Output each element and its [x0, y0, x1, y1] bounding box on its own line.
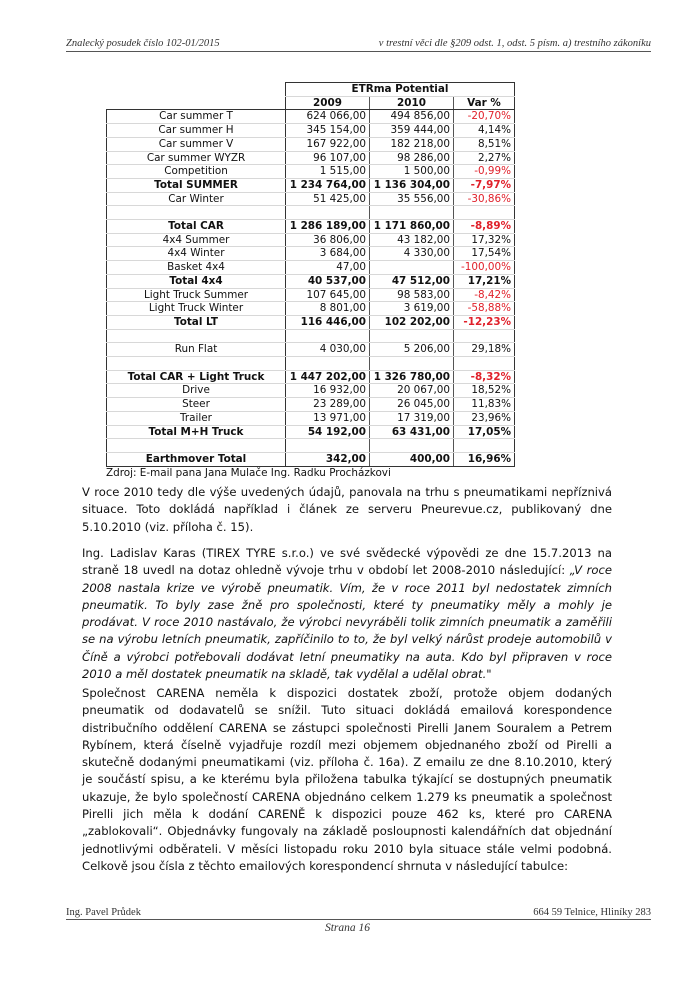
table-column-header-row: [107, 96, 515, 110]
table-row: [107, 137, 515, 151]
value-var: -0,99%: [454, 165, 515, 179]
page-header: [66, 38, 651, 52]
value-2010: 43 182,00: [370, 233, 454, 247]
table-row: [107, 384, 515, 398]
row-label: 4x4 Winter: [107, 247, 286, 261]
value-2010: 182 218,00: [370, 137, 454, 151]
row-label: Total LT: [107, 315, 286, 329]
value-2010: 494 856,00: [370, 110, 454, 124]
value-var: 29,18%: [454, 343, 515, 357]
table-row: [107, 233, 515, 247]
table-group-header-row: [107, 83, 515, 97]
value-var: 4,14%: [454, 124, 515, 138]
table-source: Zdroj: E-mail pana Jana Mulače Ing. Radku Procházkovi: [106, 466, 391, 479]
value-2010: 1 326 780,00: [370, 370, 454, 384]
table-row: [107, 110, 515, 124]
paragraph-1-text: V roce 2010 tedy dle výše uvedených údajů, panovala na trhu s pneumatikami nepříznivá situace. Toto dokládá například i článek ze serveru Pneurevue.cz, publikovaný dne 5.10.2010 (viz. příloha č. 15).: [82, 485, 612, 534]
col-header-2010: 2010: [370, 96, 454, 110]
value-2009: 51 425,00: [286, 192, 370, 206]
value-2010: [370, 206, 454, 220]
value-2010: 359 444,00: [370, 124, 454, 138]
value-var: [454, 329, 515, 343]
value-2009: 1 286 189,00: [286, 220, 370, 234]
value-var: -8,42%: [454, 288, 515, 302]
value-2009: 345 154,00: [286, 124, 370, 138]
value-2010: 35 556,00: [370, 192, 454, 206]
value-2010: 1 171 860,00: [370, 220, 454, 234]
value-2009: [286, 439, 370, 453]
value-var: 17,05%: [454, 425, 515, 439]
value-2009: 167 922,00: [286, 137, 370, 151]
row-label: Steer: [107, 398, 286, 412]
group-header: ETRma Potential: [286, 83, 515, 97]
value-var: 16,96%: [454, 452, 515, 466]
value-var: -58,88%: [454, 302, 515, 316]
value-var: -8,89%: [454, 220, 515, 234]
table-row: [107, 124, 515, 138]
value-2009: 8 801,00: [286, 302, 370, 316]
value-var: -8,32%: [454, 370, 515, 384]
row-label: Earthmover Total: [107, 452, 286, 466]
row-label: Total SUMMER: [107, 178, 286, 192]
value-2010: 5 206,00: [370, 343, 454, 357]
value-var: 23,96%: [454, 411, 515, 425]
paragraph-2-intro: Ing. Ladislav Karas (TIREX TYRE s.r.o.) ve své svědecké výpovědi ze dne 15.7.2013 na straně 18 uvedl na dotaz ohledně vývoje trhu v období let 2008-2010 následující:: [82, 546, 612, 578]
paragraph-1: [82, 484, 612, 536]
value-2009: 54 192,00: [286, 425, 370, 439]
row-label: 4x4 Summer: [107, 233, 286, 247]
row-label: Total M+H Truck: [107, 425, 286, 439]
table-row: [107, 261, 515, 275]
value-2009: [286, 357, 370, 371]
table-row: [107, 165, 515, 179]
value-var: 17,21%: [454, 274, 515, 288]
value-var: -20,70%: [454, 110, 515, 124]
value-var: -7,97%: [454, 178, 515, 192]
value-2010: 98 286,00: [370, 151, 454, 165]
value-var: 18,52%: [454, 384, 515, 398]
value-2009: 47,00: [286, 261, 370, 275]
value-2009: 40 537,00: [286, 274, 370, 288]
value-2009: [286, 206, 370, 220]
table-row: [107, 343, 515, 357]
value-2010: 4 330,00: [370, 247, 454, 261]
value-var: [454, 206, 515, 220]
header-right: v trestní věci dle §209 odst. 1, odst. 5 písm. a) trestního zákoníku: [378, 38, 651, 49]
value-2009: 1 234 764,00: [286, 178, 370, 192]
value-2009: 342,00: [286, 452, 370, 466]
row-label: [107, 439, 286, 453]
row-label: Total CAR: [107, 220, 286, 234]
value-var: 17,32%: [454, 233, 515, 247]
row-label: Light Truck Summer: [107, 288, 286, 302]
value-2010: 47 512,00: [370, 274, 454, 288]
table-row: [107, 274, 515, 288]
value-2009: 1 515,00: [286, 165, 370, 179]
paragraph-3: [82, 685, 612, 875]
value-2010: 17 319,00: [370, 411, 454, 425]
row-label: Basket 4x4: [107, 261, 286, 275]
value-var: -30,86%: [454, 192, 515, 206]
table-row: [107, 302, 515, 316]
value-2009: 23 289,00: [286, 398, 370, 412]
table-row: [107, 329, 515, 343]
value-2009: 3 684,00: [286, 247, 370, 261]
value-2009: 107 645,00: [286, 288, 370, 302]
row-label: Car summer H: [107, 124, 286, 138]
table-row: [107, 220, 515, 234]
footer-address: 664 59 Telnice, Hliníky 283: [533, 907, 651, 918]
header-left: Znalecký posudek číslo 102-01/2015: [66, 38, 220, 49]
footer-author: Ing. Pavel Průdek: [66, 907, 141, 918]
value-2010: 1 136 304,00: [370, 178, 454, 192]
witness-quote: „V roce 2008 nastala krize ve výrobě pneumatik. Vím, že v roce 2011 byl nedostatek zimních pneumatik. To byly zase žně pro společnosti, které ty pneumatiky měly a mohly je prodávat. V roce 2010 nastávalo, že výrobci nevyráběli tolik zimních pneumatik a zaměřili se na výrobu letních pneumatik, zapříčinilo to to, že byl velký nárůst prodeje automobilů v Číně a výrobci potřebovali dodávat letní pneumatiky na auta. Kdo byl připraven v roce 2010 a měl dostatek pneumatik na skladě, tak vydělal a udělal obrat.": [82, 563, 613, 682]
value-2010: 400,00: [370, 452, 454, 466]
table-row: [107, 288, 515, 302]
value-2010: [370, 439, 454, 453]
row-label: Car summer WYZR: [107, 151, 286, 165]
etrma-table: [106, 82, 515, 467]
table-row: [107, 452, 515, 466]
page-number: Strana 16: [324, 922, 371, 934]
row-label: Total 4x4: [107, 274, 286, 288]
value-2009: 16 932,00: [286, 384, 370, 398]
table-row: [107, 411, 515, 425]
value-2010: [370, 261, 454, 275]
value-2009: [286, 329, 370, 343]
value-2009: 116 446,00: [286, 315, 370, 329]
value-2010: [370, 329, 454, 343]
value-var: -12,23%: [454, 315, 515, 329]
table-row: [107, 425, 515, 439]
value-2009: 4 030,00: [286, 343, 370, 357]
value-2010: 1 500,00: [370, 165, 454, 179]
table-row: [107, 398, 515, 412]
row-label: Total CAR + Light Truck: [107, 370, 286, 384]
value-2009: 36 806,00: [286, 233, 370, 247]
page-footer: [66, 907, 651, 920]
value-2009: 624 066,00: [286, 110, 370, 124]
table-row: [107, 151, 515, 165]
row-label: [107, 329, 286, 343]
row-label: Competition: [107, 165, 286, 179]
value-var: [454, 439, 515, 453]
value-2009: 96 107,00: [286, 151, 370, 165]
table-row: [107, 370, 515, 384]
row-label: [107, 206, 286, 220]
row-label: Trailer: [107, 411, 286, 425]
paragraph-3-text: Společnost CARENA neměla k dispozici dostatek zboží, protože objem dodaných pneumatik od dodavatelů se snížil. Tuto situaci dokládá emailová korespondence distribučního oddělení CARENA se zástupci společnosti Pirelli Janem Souralem a Petrem Rybínem, která číselně vyjadřuje rozdíl mezi objemem objednaného zboží od Pirelli a skutečně dodanými pneumatikami (viz. příloha č. 16a). Z emailu ze dne 8.10.2010, který je součástí spisu, a ke kterému byla přiložena tabulka týkající se dostupných pneumatik ukazuje, že bylo společností CARENA objednáno celkem 1.279 ks pneumatik a společnost Pirelli jich měla k dodání CARENĚ k dispozici pouze 462 ks, které pro CARENA „zablokovali“. Objednávky fungovaly na základě posloupnosti kalendářních dat objednání jednotlivými odběrateli. V měsíci listopadu roku 2010 byla situace stále velmi podobná. Celkově jsou čísla z těchto emailových korespondencí shrnuta v následující tabulce:: [82, 686, 612, 873]
value-2010: 20 067,00: [370, 384, 454, 398]
row-label: [107, 357, 286, 371]
row-label: Run Flat: [107, 343, 286, 357]
row-label: Car summer V: [107, 137, 286, 151]
value-2010: 63 431,00: [370, 425, 454, 439]
value-2010: 26 045,00: [370, 398, 454, 412]
table-row: [107, 178, 515, 192]
paragraph-2: [82, 545, 612, 683]
table-row: [107, 206, 515, 220]
col-header-2009: 2009: [286, 96, 370, 110]
value-var: 11,83%: [454, 398, 515, 412]
value-var: 8,51%: [454, 137, 515, 151]
value-2009: 13 971,00: [286, 411, 370, 425]
value-2010: 3 619,00: [370, 302, 454, 316]
col-header-var: Var %: [454, 96, 515, 110]
table-row: [107, 357, 515, 371]
etrma-table-container: [106, 82, 515, 479]
table-row: [107, 315, 515, 329]
value-var: -100,00%: [454, 261, 515, 275]
value-2010: 102 202,00: [370, 315, 454, 329]
value-var: [454, 357, 515, 371]
table-row: [107, 192, 515, 206]
table-row: [107, 439, 515, 453]
value-2009: 1 447 202,00: [286, 370, 370, 384]
row-label: Car Winter: [107, 192, 286, 206]
row-label: Car summer T: [107, 110, 286, 124]
value-var: 2,27%: [454, 151, 515, 165]
row-label: Light Truck Winter: [107, 302, 286, 316]
value-var: 17,54%: [454, 247, 515, 261]
value-2010: 98 583,00: [370, 288, 454, 302]
row-label: Drive: [107, 384, 286, 398]
table-row: [107, 247, 515, 261]
value-2010: [370, 357, 454, 371]
